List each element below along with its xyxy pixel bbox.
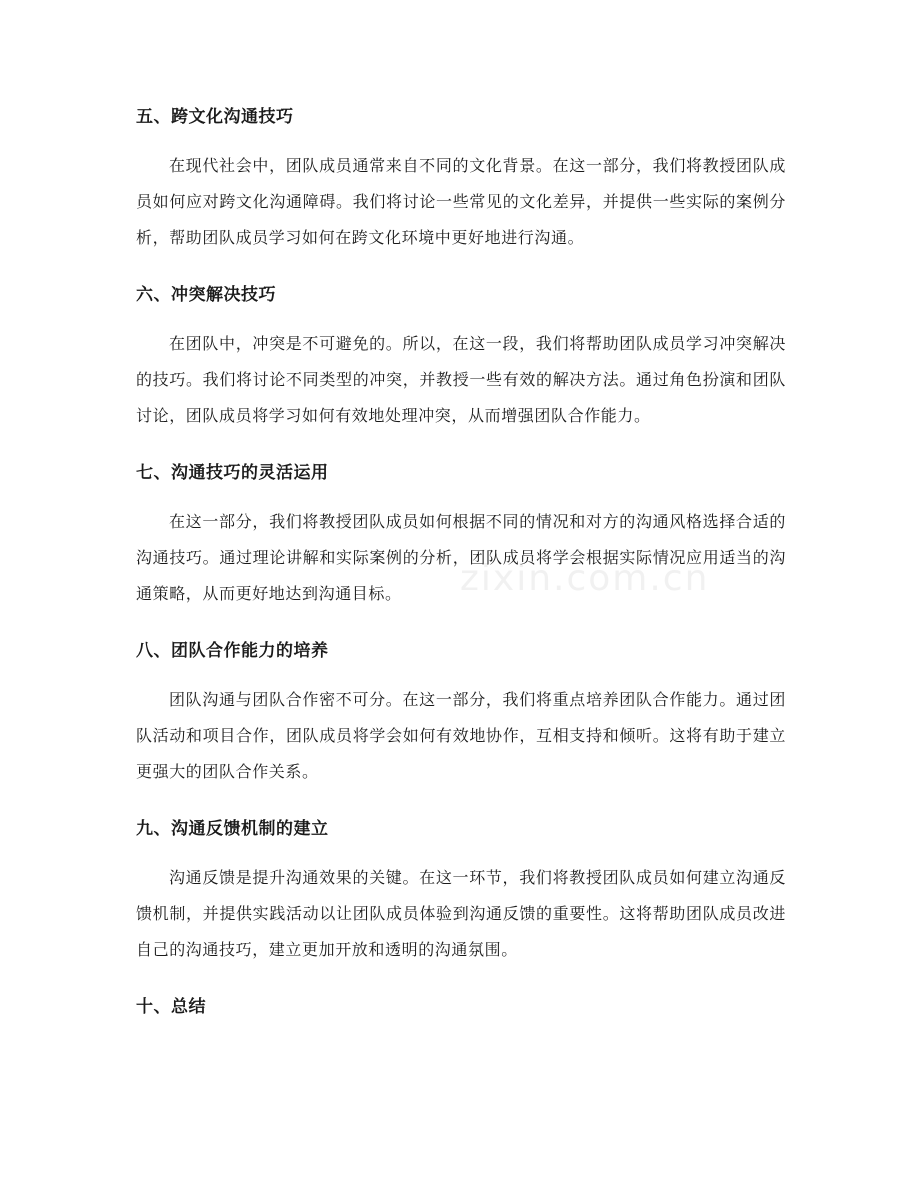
section-heading: 六、冲突解决技巧 bbox=[136, 285, 276, 305]
section-9 bbox=[136, 816, 786, 968]
section-heading: 五、跨文化沟通技巧 bbox=[136, 107, 294, 127]
watermark: zixin.com.cn bbox=[460, 558, 710, 599]
section-heading: 八、团队合作能力的培养 bbox=[136, 641, 329, 661]
section-paragraph: 在现代社会中，团队成员通常来自不同的文化背景。在这一部分，我们将教授团队成员如何应对跨文化沟通障碍。我们将讨论一些常见的文化差异，并提供一些实际的案例分析，帮助团队成员学习如何在跨文化环境中更好地进行沟通。 bbox=[136, 156, 786, 247]
section-paragraph: 在这一部分，我们将教授团队成员如何根据不同的情况和对方的沟通风格选择合适的沟通技巧。通过理论讲解和实际案例的分析，团队成员将学会根据实际情况应用适当的沟通策略，从而更好地达到沟通目标。 bbox=[136, 512, 786, 603]
section-paragraph: 在团队中，冲突是不可避免的。所以，在这一段，我们将帮助团队成员学习冲突解决的技巧。我们将讨论不同类型的冲突，并教授一些有效的解决方法。通过角色扮演和团队讨论，团队成员将学习如何有效地处理冲突，从而增强团队合作能力。 bbox=[136, 334, 786, 425]
section-10 bbox=[136, 994, 786, 1020]
section-paragraph: 团队沟通与团队合作密不可分。在这一部分，我们将重点培养团队合作能力。通过团队活动和项目合作，团队成员将学会如何有效地协作，互相支持和倾听。这将有助于建立更强大的团队合作关系。 bbox=[136, 690, 786, 781]
section-8 bbox=[136, 638, 786, 790]
section-heading: 十、总结 bbox=[136, 997, 206, 1017]
section-heading: 七、沟通技巧的灵活运用 bbox=[136, 463, 329, 483]
section-7 bbox=[136, 460, 786, 612]
section-heading: 九、沟通反馈机制的建立 bbox=[136, 819, 329, 839]
section-5 bbox=[136, 104, 786, 256]
section-paragraph: 沟通反馈是提升沟通效果的关键。在这一环节，我们将教授团队成员如何建立沟通反馈机制，并提供实践活动以让团队成员体验到沟通反馈的重要性。这将帮助团队成员改进自己的沟通技巧，建立更加开放和透明的沟通氛围。 bbox=[136, 868, 786, 959]
section-6 bbox=[136, 282, 786, 434]
document-page bbox=[136, 104, 786, 1046]
